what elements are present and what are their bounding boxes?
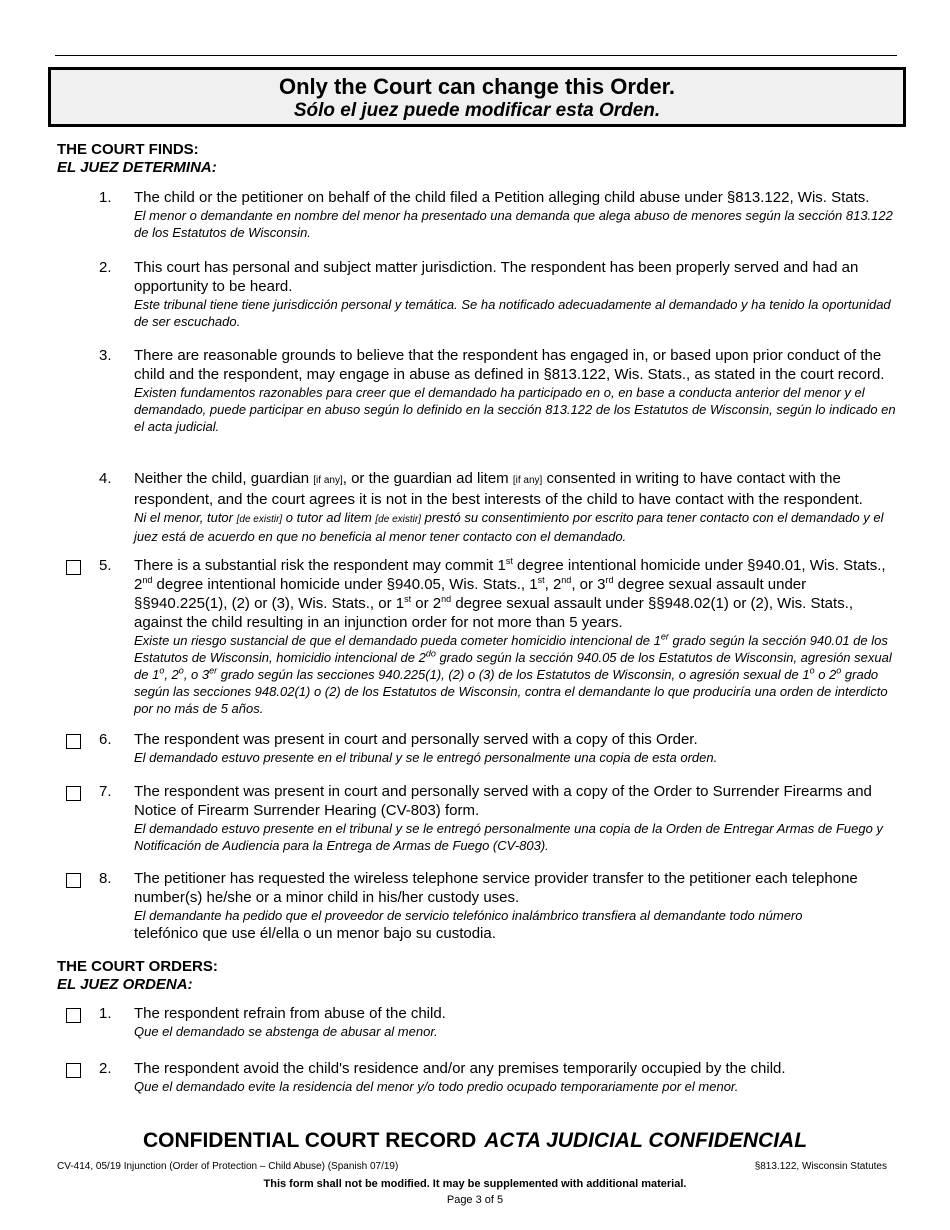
bracket-note: [de existir] [236,514,283,525]
finding-text-es-cont: telefónico que use él/ella o un menor bajo su custodia. [134,925,496,942]
ordinal-sup: o [836,665,842,676]
ordinal-sup: o [809,665,815,676]
finding-text-en: The child or the petitioner on behalf of the child filed a Petition alleging child abuse under §813.122, Wis. Stats. [134,189,870,206]
finding-text-en [134,556,900,632]
finding-7 [64,782,900,854]
finding-number: 5. [99,557,112,574]
finding-8 [64,869,900,943]
text-run: o 2 [814,667,837,682]
order-1-checkbox[interactable] [66,1008,81,1023]
finding-text-es: Este tribunal tiene tiene jurisdicción personal y temática. Se ha notificado adecuadamente al demandado y ha tenido la oportunidad de ser escuchado. [134,297,891,329]
text-run: prestó su consentimiento por escrito para tener contacto con el demandado y el juez está de acuerdo en que no beneficia al menor tener contacto con el demandado. [134,510,884,544]
text-run: , or the guardian ad litem [342,470,513,487]
text-run: or 2 [411,595,442,612]
text-run: degree intentional homicide under §940.05, Wis. Stats., 1 [152,576,538,593]
finding-number: 4. [99,470,112,487]
text-run: grado según las secciones 940.225(1), (2) o (3) de los Estatutos de Wisconsin, o agresión sexual de 1 [217,667,810,682]
orders-heading-en: THE COURT ORDERS: [57,958,218,975]
finding-text-es: El demandado estuvo presente en el tribunal y se le entregó personalmente una copia de la Orden de Entregar Armas de Fuego y Notificación de Audiencia para la Entrega de Armas de Fuego (CV-803). [134,821,883,853]
finding-text-en: There are reasonable grounds to believe that the respondent has engaged in, or based upon prior conduct of the child and the respondent, may engage in abuse as defined in §813.122, Wis. Stats., as stated in the court record. [134,347,885,383]
text-run: degree intentional homicide under §940.01, Wis. Stats., 2 [134,557,886,593]
text-run: grado según la sección 940.01 de los Estatutos de Wisconsin, homicidio intencional de 2 [134,633,888,665]
bracket-note: [if any] [512,475,543,486]
order-number: 1. [99,1005,112,1022]
finding-text-en: This court has personal and subject matter jurisdiction. The respondent has been properly served and had an opportunity to be heard. [134,259,859,295]
order-2 [64,1059,900,1095]
text-run: , or 3 [571,576,606,593]
ordinal-sup: rd [605,575,614,585]
finding-text-en: The petitioner has requested the wireless telephone service provider transfer to the petitioner each telephone number(s) he/she or a minor child in his/her custody uses. [134,870,858,906]
confidential-es: ACTA JUDICIAL CONFIDENCIAL [484,1129,808,1152]
finding-1 [64,188,900,241]
finding-text-es [134,632,900,717]
order-text-en: The respondent avoid the child's residence and/or any premises temporarily occupied by the child. [134,1060,786,1077]
order-2-checkbox[interactable] [66,1063,81,1078]
text-run: grado según la sección 940.05 de los Estatutos de Wisconsin, agresión sexual de 1 [134,650,892,682]
finding-text-es: El demandado estuvo presente en el tribunal y se le entregó personalmente una copia de esta orden. [134,750,718,765]
order-1 [64,1004,900,1040]
finding-text-es: El demandante ha pedido que el proveedor de servicio telefónico inalámbrico transfiera al demandante todo número [134,908,803,923]
order-number: 2. [99,1060,112,1077]
banner-title-es: Sólo el juez puede modificar esta Orden. [293,100,661,121]
text-run: degree sexual assault under §§948.02(1) or (2), Wis. Stats., against the child resulting in an injunction order for not more than 5 years. [134,595,854,631]
top-rule [55,55,897,56]
finding-number: 1. [99,189,112,206]
finding-7-checkbox[interactable] [66,786,81,801]
finding-text-es: Existen fundamentos razonables para creer que el demandado ha participado en o, en base a conducta anterior del menor y el demandado, puede participar en abuso según lo definido en la sección 813.122 de los Estatutos de Wisconsin, según lo indicado en el acta judicial. [134,385,896,434]
finding-5-checkbox[interactable] [66,560,81,575]
text-run: Ni el menor, tutor [134,510,237,525]
finding-2 [64,258,900,330]
ordinal-sup: nd [142,575,153,585]
text-run: grado según las secciones 948.02(1) o (2) de los Estatutos de Wisconsin, contra el demandante lo que produciría una orden de interdicto por no más de 5 años. [134,667,888,716]
confidential-en: CONFIDENTIAL COURT RECORD [142,1129,477,1152]
ordinal-sup: er [209,665,218,676]
text-run: Existe un riesgo sustancial de que el demandado pueda cometer homicidio intencional de 1 [134,633,661,648]
finding-4 [64,469,900,545]
order-banner [48,67,906,127]
finding-text-en [134,469,900,509]
text-run: , o 3 [183,667,210,682]
text-run: , 2 [544,576,562,593]
text-run: o tutor ad litem [282,510,376,525]
ordinal-sup: nd [441,594,452,604]
findings-heading [57,141,217,177]
finding-number: 3. [99,347,112,364]
modification-notice: This form shall not be modified. It may be supplemented with additional material. [263,1178,687,1190]
ordinal-sup: o [159,665,165,676]
orders-heading-es: EL JUEZ ORDENA: [57,976,193,993]
finding-number: 2. [99,259,112,276]
finding-text-en: The respondent was present in court and personally served with a copy of the Order to Surrender Firearms and Notice of Firearm Surrender Hearing (CV-803) form. [134,783,872,819]
finding-number: 6. [99,731,112,748]
finding-text-es [134,509,900,545]
form-id: CV-414, 05/19 Injunction (Order of Protection – Child Abuse) (Spanish 07/19) [57,1161,399,1172]
text-run: , 2 [164,667,179,682]
finding-6-checkbox[interactable] [66,734,81,749]
finding-text-en: The respondent was present in court and personally served with a copy of this Order. [134,731,698,748]
finding-number: 8. [99,870,112,887]
ordinal-sup: nd [561,575,572,585]
banner-title-en: Only the Court can change this Order. [278,74,676,99]
finding-8-checkbox[interactable] [66,873,81,888]
order-text-en: The respondent refrain from abuse of the child. [134,1005,446,1022]
page-number: Page 3 of 5 [446,1194,504,1206]
findings-heading-en: THE COURT FINDS: [57,141,199,158]
bracket-note: [de existir] [375,514,421,525]
text-run: There is a substantial risk the respondent may commit 1 [134,557,506,574]
ordinal-sup: st [404,594,412,604]
ordinal-sup: o [178,665,184,676]
finding-number: 7. [99,783,112,800]
finding-6 [64,730,900,766]
confidential-record-title [0,1128,950,1154]
ordinal-sup: st [537,575,545,585]
order-text-es: Que el demandado evite la residencia del menor y/o todo predio ocupado temporariamente por el menor. [134,1079,739,1094]
text-run: consented in writing to have contact with the respondent, and the court agrees it is not in the best interests of the child to have contact with the respondent. [134,470,863,508]
finding-text-es: El menor o demandante en nombre del menor ha presentado una demanda que alega abuso de menores según la sección 813.122 de los Estatutos de Wisconsin. [134,208,893,240]
findings-heading-es: EL JUEZ DETERMINA: [57,159,217,176]
text-run: Neither the child, guardian [134,470,314,487]
ordinal-sup: er [660,631,669,642]
finding-5 [64,556,900,717]
ordinal-sup: do [425,648,436,659]
text-run: degree sexual assault under §§940.225(1), (2) or (3), Wis. Stats., or 1 [134,576,807,612]
bracket-note: [if any] [313,475,343,486]
statute-reference: §813.122, Wisconsin Statutes [754,1161,887,1172]
order-text-es: Que el demandado se abstenga de abusar al menor. [134,1024,438,1039]
orders-heading [57,958,218,994]
finding-3 [64,346,900,435]
ordinal-sup: st [505,556,513,566]
